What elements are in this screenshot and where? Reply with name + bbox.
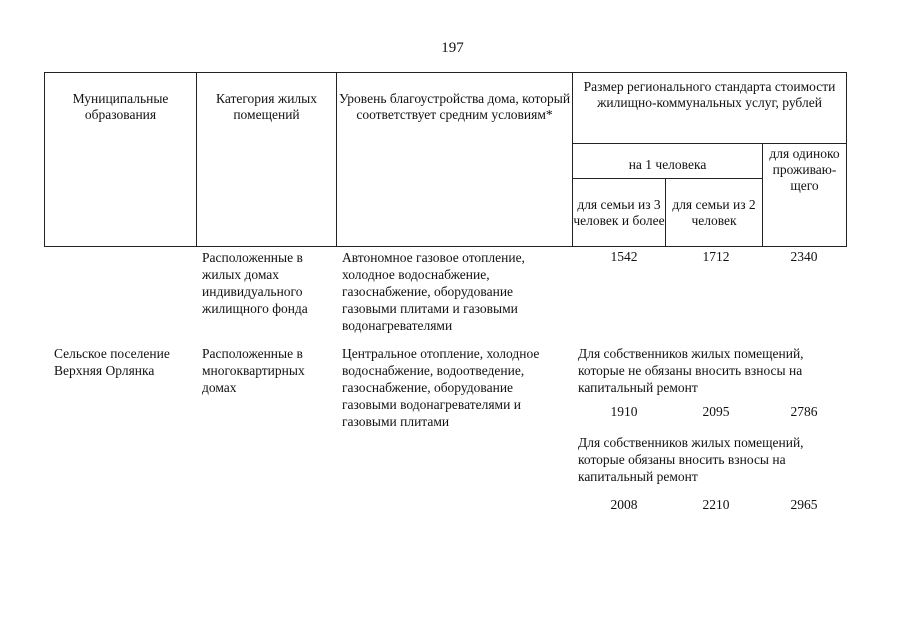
header-family-2: для семьи из 2 человек: [666, 179, 763, 247]
row1-category: Расположенные в жилых домах индивидуального жилищного фонда: [202, 250, 308, 316]
row2-a-value-single: 2786: [790, 404, 818, 419]
header-category: Категория жилых помещений: [197, 73, 337, 247]
row1-value-family3: 1542: [610, 249, 638, 264]
header-standard-size: Размер регионального стандарта стоимости жилищно-коммунальных услуг, рублей: [573, 73, 847, 144]
table-header: [44, 72, 847, 247]
row2-a-value-family3: 1910: [610, 404, 638, 419]
row2-b-value-family3: 2008: [610, 497, 638, 512]
header-level: Уровень благоустройства дома, который соответствует средним условиям*: [337, 73, 573, 247]
row2-note-with-capital-repair: Для собственников жилых помещений, которые обязаны вносить взносы на капитальный ремонт: [578, 435, 804, 484]
row1-value-family2: 1712: [702, 249, 730, 264]
row2-level: Центральное отопление, холодное водоснабжение, водоотведение, газоснабжение, оборудование газовыми водонагревателями и газовыми плитами: [342, 346, 540, 429]
page-number: 197: [441, 40, 464, 56]
row2-municipality: Сельское поселение Верхняя Орлянка: [54, 346, 170, 378]
row2-a-value-family2: 2095: [702, 404, 730, 419]
row2-b-value-family2: 2210: [702, 497, 730, 512]
header-single: для одиноко проживаю-щего: [763, 144, 847, 247]
header-municipality: Муниципальные образования: [45, 73, 197, 247]
row2-note-no-capital-repair: Для собственников жилых помещений, которые не обязаны вносить взносы на капитальный ремонт: [578, 346, 804, 395]
row1-value-single: 2340: [790, 249, 818, 264]
header-per-person: на 1 человека: [573, 144, 763, 179]
row2-b-value-single: 2965: [790, 497, 818, 512]
header-family-3: для семьи из 3 человек и более: [573, 179, 666, 247]
row2-category: Расположенные в многоквартирных домах: [202, 346, 305, 395]
row1-level: Автономное газовое отопление, холодное водоснабжение, газоснабжение, оборудование газовыми плитами и газовыми водонагревателями: [342, 250, 525, 333]
